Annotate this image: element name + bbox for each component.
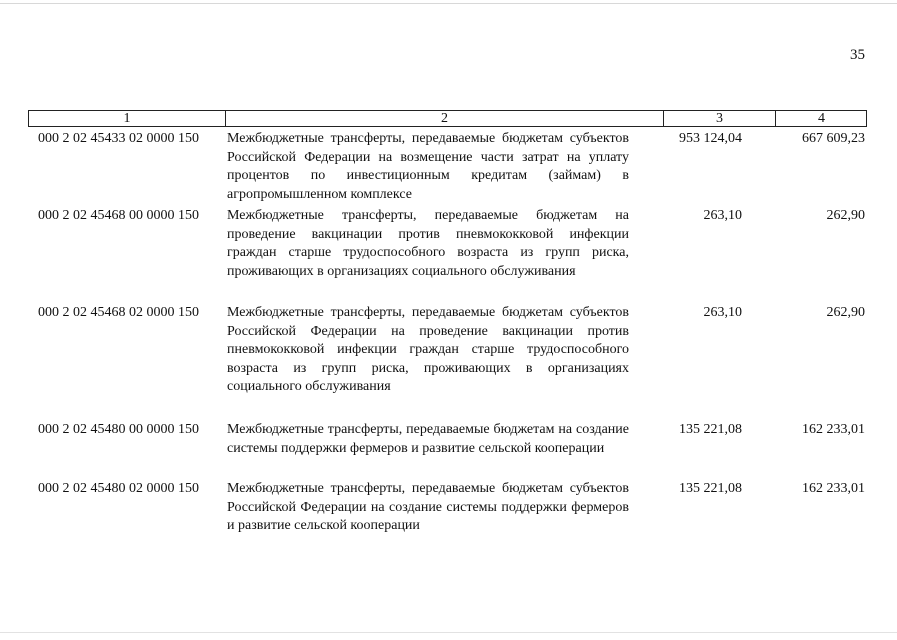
row-description: Межбюджетные трансферты, передаваемые бюджетам субъектов Российской Федерации на создание системы поддержки фермеров и развитие сельской кооперации [227, 481, 629, 534]
budget-code: 000 2 02 45468 00 0000 150 [38, 208, 199, 223]
budget-code: 000 2 02 45480 02 0000 150 [38, 481, 199, 496]
row-description: Межбюджетные трансферты, передаваемые бюджетам субъектов Российской Федерации на проведение вакцинации против пневмококковой инфекции граждан старше трудоспособного возраста из групп риска, проживающих в организациях социального обслуживания [227, 305, 629, 395]
column-header-1: 1 [29, 111, 226, 126]
value-column-3: 135 221,08 [679, 481, 742, 496]
value-column-4: 262,90 [826, 305, 865, 320]
budget-code: 000 2 02 45468 02 0000 150 [38, 305, 199, 320]
value-column-3: 953 124,04 [679, 131, 742, 146]
page-number: 35 [850, 47, 865, 63]
value-column-4: 162 233,01 [802, 481, 865, 496]
row-description: Межбюджетные трансферты, передаваемые бюджетам на проведение вакцинации против пневмококковой инфекции граждан старше трудоспособного возраста из групп риска, проживающих в организациях социального обслуживания [227, 208, 629, 279]
budget-code: 000 2 02 45433 02 0000 150 [38, 131, 199, 146]
budget-code: 000 2 02 45480 00 0000 150 [38, 422, 199, 437]
row-description: Межбюджетные трансферты, передаваемые бюджетам на создание системы поддержки фермеров и развитие сельской кооперации [227, 422, 629, 456]
scan-edge-bottom [0, 632, 897, 633]
row-description: Межбюджетные трансферты, передаваемые бюджетам субъектов Российской Федерации на возмещение части затрат на уплату процентов по инвестиционным кредитам (займам) в агропромышленном комплексе [227, 131, 629, 202]
column-header-4: 4 [818, 111, 825, 126]
value-column-3: 263,10 [703, 305, 742, 320]
table-header-row [28, 110, 867, 127]
value-column-4: 162 233,01 [802, 422, 865, 437]
value-column-3: 263,10 [703, 208, 742, 223]
column-header-3: 3 [664, 111, 776, 126]
scan-edge-top [0, 3, 897, 4]
value-column-3: 135 221,08 [679, 422, 742, 437]
value-column-4: 262,90 [826, 208, 865, 223]
value-column-4: 667 609,23 [802, 131, 865, 146]
column-header-2: 2 [226, 111, 664, 126]
